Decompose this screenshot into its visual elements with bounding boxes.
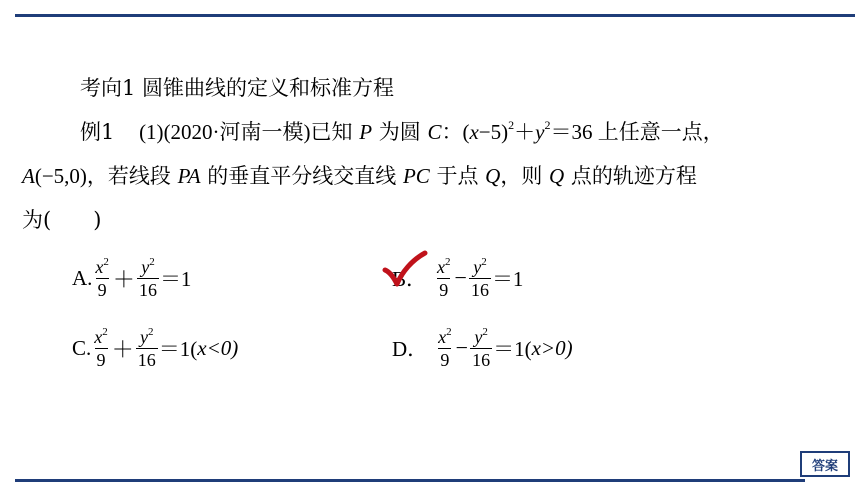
numerator: x — [437, 256, 446, 277]
circle-c: C — [427, 120, 442, 144]
top-rule — [15, 14, 855, 17]
q-text: ＝36 上任意一点， — [550, 120, 724, 144]
point-a: A — [22, 164, 35, 188]
q-text: −5) — [478, 120, 509, 144]
option-letter: C. — [72, 335, 92, 360]
q-text: 于点 — [436, 164, 479, 188]
option-letter: B． — [392, 267, 428, 291]
option-letter: A. — [72, 265, 93, 290]
operator: ＋ — [112, 266, 135, 292]
check-mark-icon — [382, 250, 428, 290]
equation-rhs: ＝1 — [159, 267, 192, 291]
condition: x<0) — [197, 335, 239, 360]
option-d[interactable] — [392, 318, 573, 378]
answer-button-label: 答案 — [811, 458, 838, 474]
equation-rhs: ＝1( — [158, 337, 198, 361]
example-source: (2020·河南一模) — [163, 120, 311, 144]
fraction — [469, 256, 491, 301]
q-text: ：( — [441, 120, 470, 144]
heading-text: 考向1 圆锥曲线的定义和标准方程 — [80, 76, 395, 100]
numerator: x — [438, 326, 447, 347]
fraction — [436, 326, 454, 371]
equation-rhs: ＝1( — [493, 337, 532, 361]
option-letter: D． — [392, 337, 429, 361]
numerator: y — [140, 326, 149, 347]
exponent: 2 — [102, 325, 108, 338]
fraction — [92, 326, 110, 371]
denominator: 16 — [137, 349, 156, 370]
line-pc: PC — [402, 164, 430, 188]
question-line-2 — [22, 162, 697, 190]
segment-pa: PA — [177, 164, 201, 188]
denominator: 9 — [97, 279, 107, 300]
q-text: ，则 — [500, 164, 543, 188]
equation-rhs: ＝1 — [491, 267, 524, 291]
q-text: ＋ — [514, 120, 536, 144]
denominator: 9 — [440, 349, 450, 370]
exponent: 2 — [149, 255, 155, 268]
q-text: (−5,0)，若线段 — [34, 164, 171, 188]
operator: ＋ — [111, 336, 134, 362]
example-label: 例1 — [80, 120, 115, 144]
denominator: 16 — [472, 349, 491, 370]
q-text: 点的轨迹方程 — [570, 164, 697, 188]
q-text: 为圆 — [378, 120, 421, 144]
denominator: 9 — [96, 349, 106, 370]
example-part: (1) — [139, 120, 164, 144]
fraction — [435, 256, 453, 301]
exponent: 2 — [446, 325, 452, 338]
var-y: y — [535, 120, 545, 144]
question-line-1 — [80, 118, 724, 146]
operator: − — [454, 265, 467, 290]
option-a[interactable] — [72, 248, 191, 308]
numerator: y — [474, 326, 483, 347]
answer-blank: 为( ) — [22, 208, 102, 232]
heading — [80, 74, 394, 102]
answer-button[interactable] — [800, 451, 850, 477]
fraction — [93, 256, 111, 301]
q-text: 的垂直平分线交直线 — [207, 164, 397, 188]
exponent: 2 — [482, 325, 488, 338]
exponent: 2 — [544, 118, 551, 132]
numerator: x — [94, 326, 103, 347]
fraction — [470, 326, 492, 371]
numerator: y — [473, 256, 482, 277]
var-x: x — [469, 120, 479, 144]
exponent: 2 — [481, 255, 487, 268]
denominator: 9 — [439, 279, 449, 300]
fraction — [136, 326, 158, 371]
condition: x>0) — [531, 335, 573, 360]
question-line-3 — [22, 206, 101, 234]
point-q: Q — [549, 164, 565, 188]
q-text: 已知 — [310, 120, 353, 144]
operator: − — [455, 335, 469, 360]
denominator: 16 — [470, 279, 489, 300]
option-c[interactable] — [72, 318, 238, 378]
fraction — [137, 256, 159, 301]
point-q: Q — [485, 164, 501, 188]
denominator: 16 — [138, 279, 157, 300]
point-p: P — [359, 120, 373, 144]
exponent: 2 — [508, 118, 515, 132]
numerator: x — [95, 256, 104, 277]
numerator: y — [141, 256, 150, 277]
exponent: 2 — [103, 255, 109, 268]
exponent: 2 — [148, 325, 154, 338]
exponent: 2 — [445, 255, 451, 268]
bottom-rule — [15, 479, 805, 482]
